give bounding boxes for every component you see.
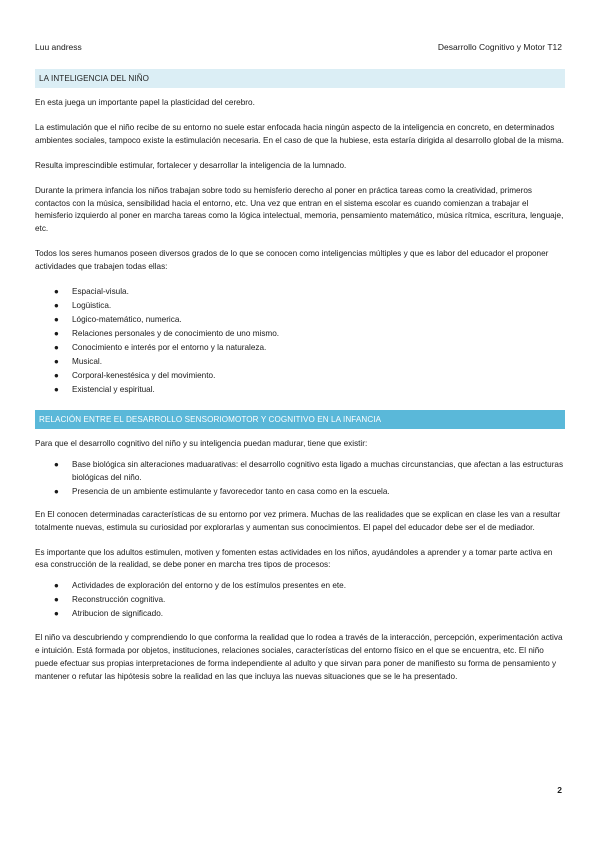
list-item	[35, 384, 565, 397]
list-item-text: Lógico-matemático, numerica.	[72, 315, 182, 325]
page-content	[35, 69, 565, 696]
paragraph: Todos los seres humanos poseen diversos grados de lo que se conocen como inteligencias múltiples y que es labor del educador el proponer actividades que trabajen todas ellas:	[35, 249, 549, 272]
bullet-icon: ●	[54, 609, 59, 619]
list-item	[35, 459, 565, 485]
paragraph: Es importante que los adultos estimulen, motiven y fomenten estas actividades en los niños, ayudándoles a aprender y a tomar parte activa en esa construcción de la realidad, se debe poner en marcha tres tipos de procesos:	[35, 547, 553, 570]
list-item	[35, 286, 565, 299]
bullet-icon: ●	[54, 301, 59, 311]
list-item-text: Actividades de exploración del entorno y de los estímulos presentes en ete.	[72, 581, 346, 591]
list-item	[35, 370, 565, 383]
bullet-icon: ●	[54, 315, 59, 325]
paragraph: Para que el desarrollo cognitivo del niño y su inteligencia puedan madurar, tiene que existir:	[35, 438, 368, 448]
bullet-icon: ●	[54, 385, 59, 395]
list-item	[35, 300, 565, 313]
requirements-list	[35, 459, 565, 499]
list-item	[35, 328, 565, 341]
bullet-icon: ●	[54, 371, 59, 381]
list-item	[35, 594, 565, 607]
paragraph: La estimulación que el niño recibe de su entorno no suele estar enfocada hacia ningún aspecto de la inteligencia en concreto, en determinados ambientes sociales, tampoco existe la estimulación necesaria. En el caso de que la hubiese, esta estaría dirigida al desarrollo global de la misma.	[35, 122, 564, 145]
bullet-icon: ●	[54, 287, 59, 297]
list-item-text: Existencial y espiritual.	[72, 385, 155, 395]
header-course-title: Desarrollo Cognitivo y Motor T12	[437, 42, 562, 52]
list-item-text: Conocimiento e interés por el entorno y la naturaleza.	[72, 343, 267, 353]
list-item-text: Relaciones personales y de conocimiento de uno mismo.	[72, 329, 280, 339]
list-item-text: Musical.	[72, 357, 103, 367]
bullet-icon: ●	[54, 343, 59, 353]
paragraph: El niño va descubriendo y comprendiendo lo que conforma la realidad que lo rodea a través de la interacción, percepción, experimentación activa e intuición. Está formada por objetos, instituciones, relaciones sociales, características del entorno físico en el que se encuentra, etc. El niño puede efectuar sus propias interpretaciones de forma independiente al adulto y que sirvan para poner de manifiesto su forma de pensamiento y mantener o refutar las hipótesis sobre la realidad en las que incluya las nuevas situaciones que se le ha presentado.	[35, 633, 563, 681]
list-item	[35, 486, 565, 499]
list-item	[35, 314, 565, 327]
list-item	[35, 608, 565, 621]
bullet-icon: ●	[54, 459, 59, 469]
section-heading-relacion: RELACIÓN ENTRE EL DESARROLLO SENSORIOMOTOR Y COGNITIVO EN LA INFANCIA	[35, 410, 565, 429]
list-item	[35, 342, 565, 355]
section-heading-inteligencia: LA INTELIGENCIA DEL NIÑO	[35, 69, 565, 88]
list-item-text: Corporal-kenestésica y del movimiento.	[72, 371, 216, 381]
paragraph: En esta juega un importante papel la plasticidad del cerebro.	[35, 98, 255, 107]
paragraph: Durante la primera infancia los niños trabajan sobre todo su hemisferio derecho al poner en práctica tareas como la creatividad, primeros contactos con la música, sensibilidad hacia el entorno, etc. Una vez que entran en el sistema escolar es cuando comienzan a trabajar el hemisferio izquierdo al poner en marcha tareas como la lógica intelectual, memoria, pensamiento matemático, música rítmica, escritura, lenguaje, etc.	[35, 185, 564, 234]
list-item-text: Atribucion de significado.	[72, 609, 164, 619]
list-item-text: Presencia de un ambiente estimulante y favorecedor tanto en casa como en la escuela.	[72, 486, 390, 496]
header-author: Luu andress	[35, 42, 82, 52]
list-item-text: Espacial-visula.	[72, 287, 129, 297]
list-item-text: Reconstrucción cognitiva.	[72, 595, 166, 605]
paragraph: En El conocen determinadas características de su entorno por vez primera. Muchas de las realidades que se explican en clase les van a resultar totalmente nuevas, estimula su curiosidad por explorarlas y aumentan sus conocimientos. El papel del educador debe ser el de mediador.	[35, 509, 561, 532]
paragraph: Resulta imprescindible estimular, fortalecer y desarrollar la inteligencia de la lumnado.	[35, 160, 347, 170]
intelligences-list	[35, 286, 565, 397]
bullet-icon: ●	[54, 595, 59, 605]
page-number: 2	[557, 785, 562, 795]
bullet-icon: ●	[54, 357, 59, 367]
bullet-icon: ●	[54, 486, 59, 496]
processes-list	[35, 580, 565, 621]
bullet-icon: ●	[54, 329, 59, 339]
list-item-text: Base biológica sin alteraciones maduarativas: el desarrollo cognitivo esta ligado a muchas circunstancias, que afectan a las estructuras biológicas del niño.	[72, 459, 564, 482]
list-item	[35, 356, 565, 369]
bullet-icon: ●	[54, 581, 59, 591]
list-item-text: Logüistica.	[72, 301, 112, 311]
list-item	[35, 580, 565, 593]
